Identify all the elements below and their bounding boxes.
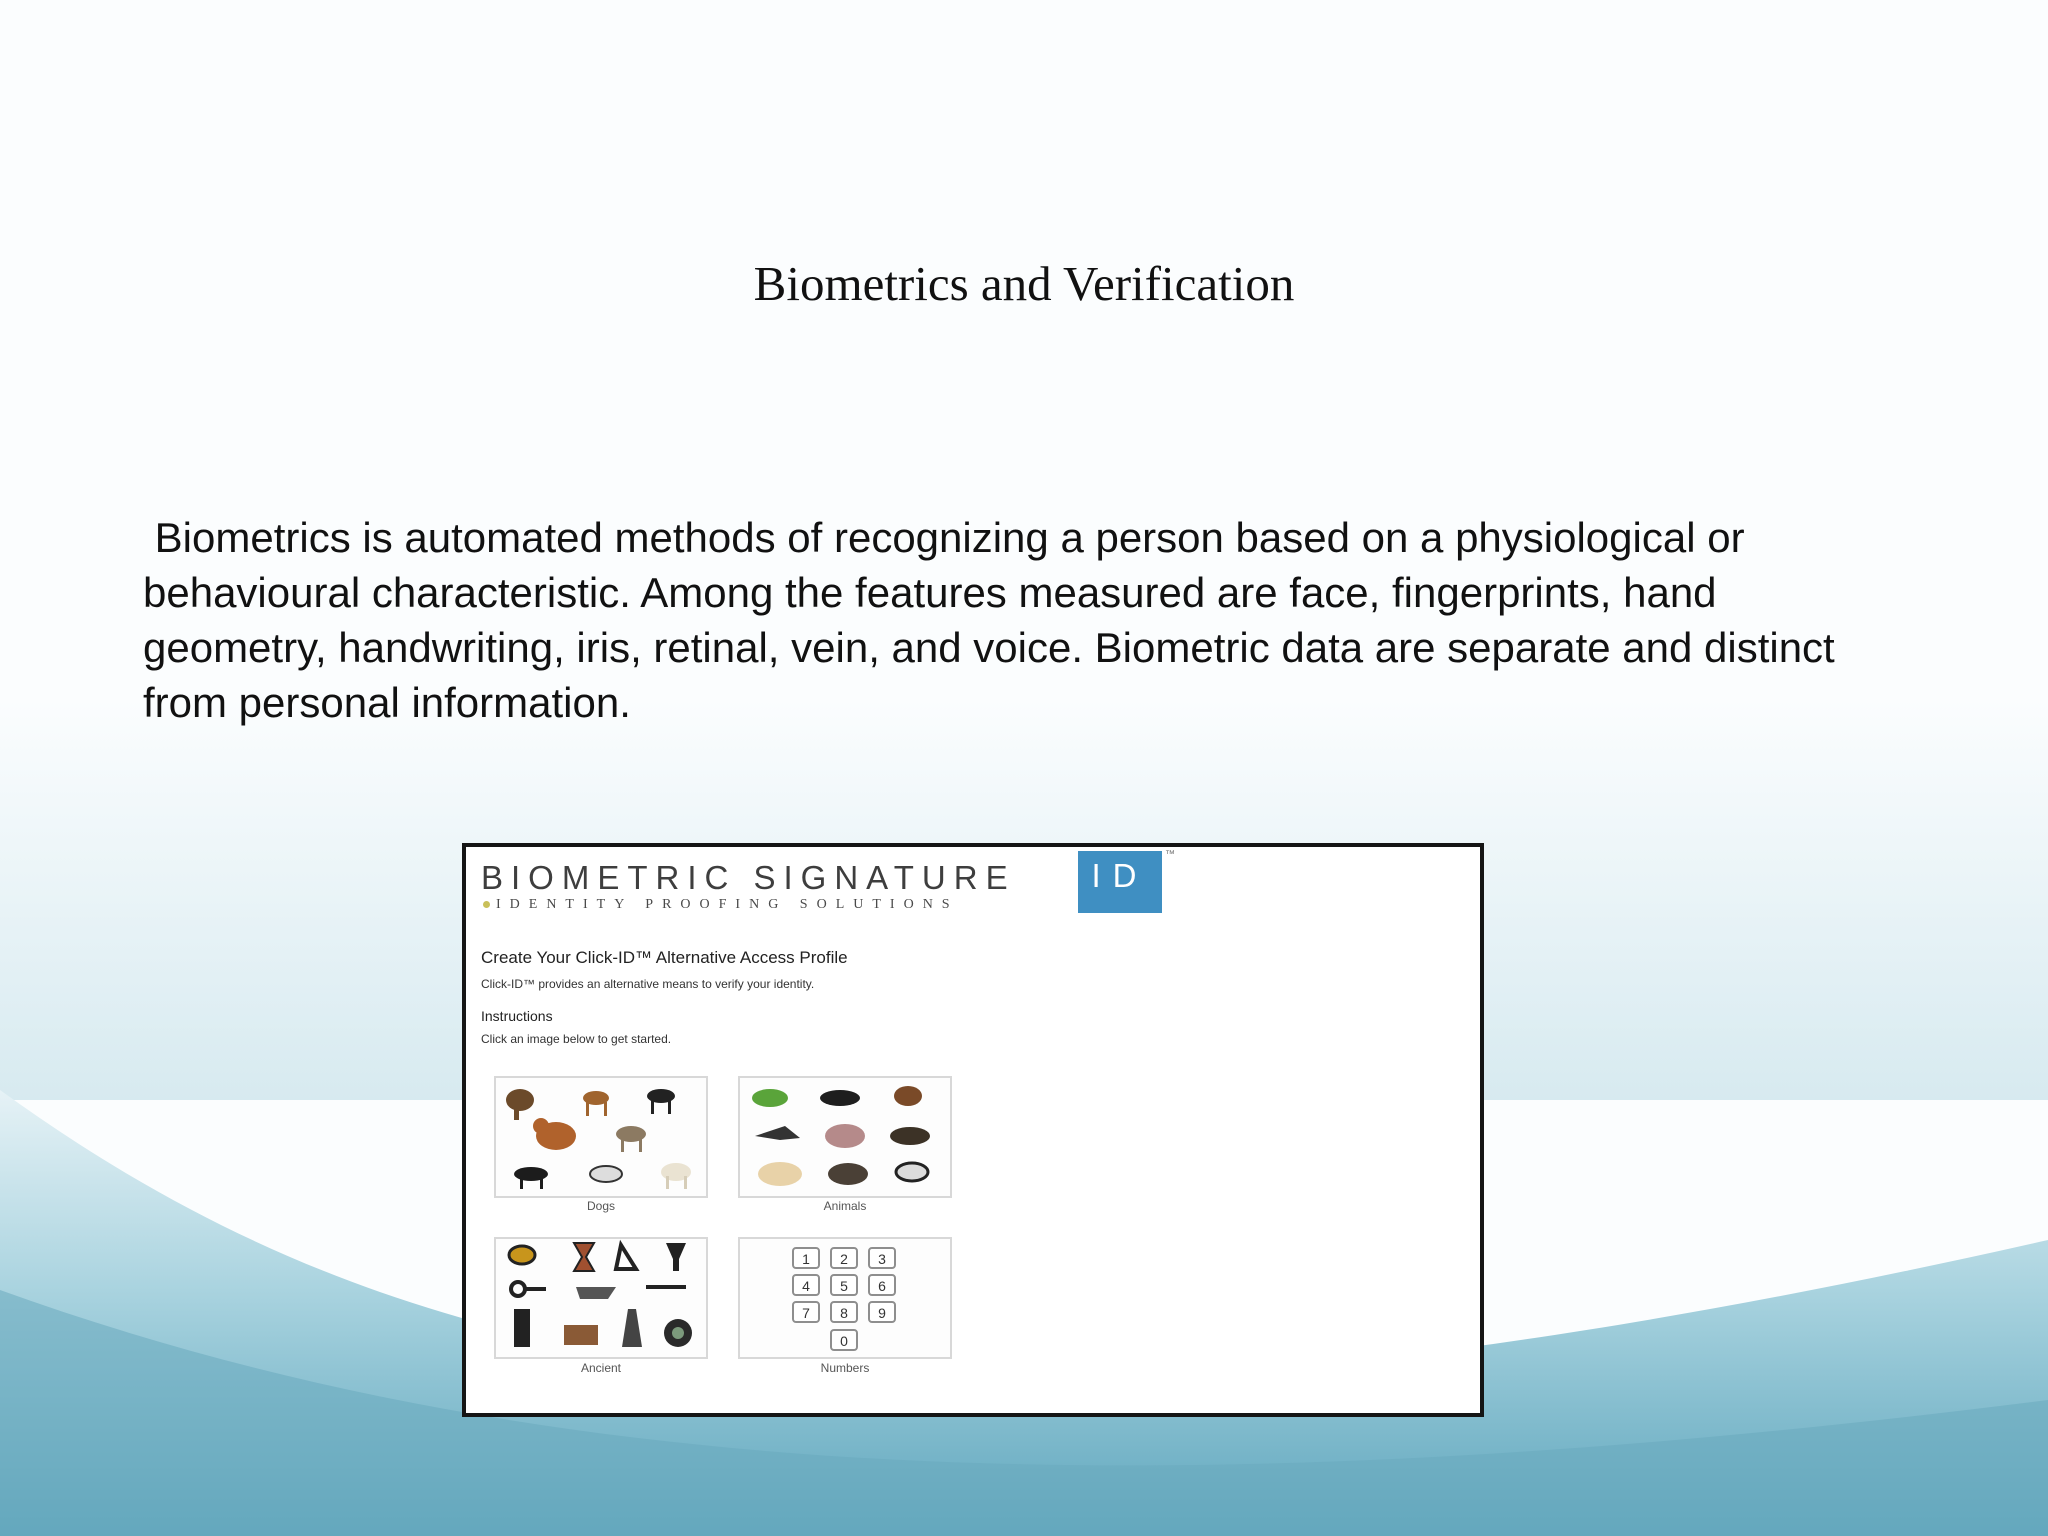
tile-label-animals: Animals bbox=[823, 1199, 867, 1213]
embedded-screenshot bbox=[462, 843, 1484, 1417]
brand-name: BIOMETRIC SIGNATURE bbox=[481, 859, 1016, 896]
brand-id-badge: ID bbox=[1078, 851, 1162, 913]
tile-numbers[interactable] bbox=[738, 1237, 952, 1359]
slide-body-text: Biometrics is automated methods of recognizing a person based on a physiological or behavioural characteristic. Among the features measured are face, fingerprints, hand geometry, handwriting, iris, retinal, vein, and voice. Biometric data are separate and distinct from personal information. bbox=[143, 514, 1847, 726]
bullet-dot-icon bbox=[483, 901, 490, 908]
animals-images-icon bbox=[740, 1078, 950, 1196]
numpad-key-9[interactable]: 9 bbox=[868, 1301, 896, 1323]
numpad-key-1[interactable]: 1 bbox=[792, 1247, 820, 1269]
numpad-key-3[interactable]: 3 bbox=[868, 1247, 896, 1269]
instructions-heading: Instructions bbox=[481, 1008, 553, 1024]
numpad-key-4[interactable]: 4 bbox=[792, 1274, 820, 1296]
numpad-key-5[interactable]: 5 bbox=[830, 1274, 858, 1296]
profile-heading: Create Your Click-ID™ Alternative Access Profile bbox=[481, 948, 848, 967]
tile-label-numbers: Numbers bbox=[820, 1361, 870, 1375]
brand-tagline-text: IDENTITY PROOFING SOLUTIONS bbox=[496, 897, 959, 912]
numpad-key-8[interactable]: 8 bbox=[830, 1301, 858, 1323]
numpad-key-0[interactable]: 0 bbox=[830, 1329, 858, 1351]
dogs-images-icon bbox=[496, 1078, 706, 1196]
tile-dogs[interactable] bbox=[494, 1076, 708, 1198]
instructions-text: Click an image below to get started. bbox=[481, 1032, 672, 1046]
brand-tagline bbox=[483, 897, 959, 913]
profile-description: Click-ID™ provides an alternative means to verify your identity. bbox=[481, 977, 815, 991]
slide-title: Biometrics and Verification bbox=[753, 256, 1295, 311]
numpad-key-6[interactable]: 6 bbox=[868, 1274, 896, 1296]
numpad-key-2[interactable]: 2 bbox=[830, 1247, 858, 1269]
trademark-mark: ™ bbox=[1165, 849, 1175, 860]
tile-ancient[interactable] bbox=[494, 1237, 708, 1359]
tile-label-dogs: Dogs bbox=[586, 1199, 615, 1213]
tile-label-ancient: Ancient bbox=[580, 1361, 622, 1375]
numpad-key-7[interactable]: 7 bbox=[792, 1301, 820, 1323]
ancient-artifacts-icon bbox=[496, 1239, 706, 1357]
tile-animals[interactable] bbox=[738, 1076, 952, 1198]
